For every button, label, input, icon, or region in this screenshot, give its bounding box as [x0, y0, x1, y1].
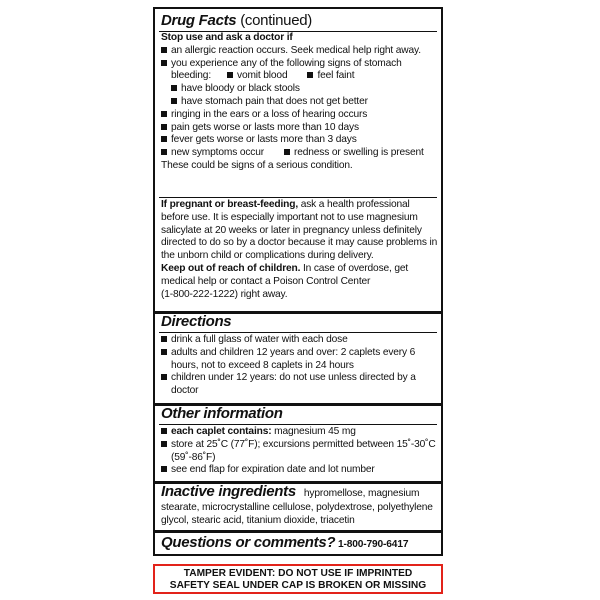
children-text: In case of overdose, get: [302, 262, 409, 274]
list-item-text: bleeding:: [171, 70, 212, 82]
list-item-text: vomit blood: [237, 70, 288, 82]
list-item-text: adults and children 12 years and over: 2 caplets every 6: [171, 346, 416, 358]
list-item: [161, 147, 435, 160]
bullet-icon: [161, 336, 167, 342]
bullet-icon: [161, 47, 167, 53]
list-item-text: you experience any of the following signs of stomach: [171, 57, 402, 69]
list-item-text: ringing in the ears or a loss of hearing occurs: [171, 108, 368, 120]
inactive-text: glycol, stearic acid, titanium dioxide, triacetin: [161, 514, 355, 526]
questions-section: [155, 534, 441, 553]
tamper-evident-notice: [153, 564, 443, 594]
pregnancy-text: before use. It is especially important not to use magnesium: [161, 211, 418, 223]
bullet-icon: [227, 72, 233, 78]
children-text: medical help or contact a Poison Control Center: [161, 275, 371, 287]
list-item: [161, 426, 435, 439]
list-item-text: an allergic reaction occurs. Seek medical help right away.: [171, 44, 421, 56]
list-item-text: fever gets worse or lasts more than 3 days: [171, 134, 357, 146]
bullet-icon: [161, 111, 167, 117]
bullet-icon: [161, 136, 167, 142]
stop-use-heading: Stop use and ask a doctor if: [161, 32, 293, 43]
pregnancy-heading: If pregnant or breast-feeding,: [161, 199, 299, 210]
tamper-line: SAFETY SEAL UNDER CAP IS BROKEN OR MISSING: [169, 580, 427, 591]
bullet-icon: [161, 441, 167, 447]
pregnancy-text: ask a health professional: [300, 199, 410, 210]
divider: [155, 530, 441, 533]
list-item-text: children under 12 years: do not use unless directed by a: [171, 372, 416, 384]
inactive-section: [155, 483, 441, 528]
pregnancy-section: [155, 199, 441, 301]
list-item: [161, 360, 435, 373]
directions-list: [155, 334, 441, 398]
bullet-icon: [171, 85, 177, 91]
pregnancy-text: salicylate at 20 weeks or later in pregnancy unless definitely: [161, 224, 422, 236]
list-item: [161, 452, 435, 465]
divider: [159, 332, 437, 333]
list-item-text: drink a full glass of water with each dose: [171, 334, 348, 345]
pregnancy-line: [161, 199, 435, 212]
children-text: (1-800-222-1222) right away.: [161, 288, 288, 300]
list-item: [161, 96, 435, 109]
list-item-text: new symptoms occur: [171, 147, 264, 159]
serious-condition-text: These could be signs of a serious condition.: [161, 159, 353, 171]
list-item: [161, 122, 435, 135]
caplet-label: each caplet contains:: [171, 426, 272, 437]
list-item: [161, 109, 435, 122]
bullet-icon: [161, 60, 167, 66]
list-item: [161, 372, 435, 385]
drug-facts-title: [161, 12, 435, 30]
list-item: [161, 134, 435, 147]
stop-use-section: [155, 32, 441, 173]
list-item: [161, 83, 435, 96]
caplet-value: magnesium 45 mg: [274, 426, 356, 437]
list-item-text: see end flap for expiration date and lot number: [171, 464, 375, 476]
directions-section: [155, 313, 441, 331]
list-item-text: pain gets worse or lasts more than 10 days: [171, 121, 359, 133]
drug-facts-section: [155, 12, 441, 30]
list-item: [161, 347, 435, 360]
pregnancy-text: directed to do so by a doctor because it may cause problems in: [161, 237, 438, 249]
drug-facts-title-suffix: (continued): [240, 12, 312, 29]
bullet-icon: [161, 428, 167, 434]
list-item-text: redness or swelling is present: [293, 147, 424, 159]
inactive-first-line: [161, 483, 435, 502]
bullet-icon: [161, 374, 167, 380]
bullet-icon: [161, 149, 167, 155]
divider: [159, 424, 437, 425]
questions-phone: 1-800-790-6417: [337, 539, 409, 550]
inactive-text: hypromellose, magnesium: [303, 488, 420, 499]
list-item-text: (59˚-86˚F): [171, 451, 216, 463]
tamper-line: TAMPER EVIDENT: DO NOT USE IF IMPRINTED: [183, 568, 413, 579]
bullet-icon: [171, 98, 177, 104]
list-item-text: have stomach pain that does not get better: [181, 95, 368, 107]
drug-facts-title-text: Drug Facts: [161, 12, 237, 29]
bullet-icon: [161, 466, 167, 472]
questions-line: [161, 534, 435, 553]
bullet-icon: [307, 72, 313, 78]
list-item: [161, 70, 435, 83]
children-line: [161, 263, 435, 276]
list-item: [161, 58, 435, 71]
list-item-text: doctor: [171, 385, 199, 397]
pregnancy-text: the unborn child or complications during delivery.: [161, 250, 374, 262]
list-item-text: hours, not to exceed 8 caplets in 24 hours: [171, 359, 354, 371]
inactive-title: Inactive ingredients: [161, 483, 296, 500]
children-heading: Keep out of reach of children.: [161, 262, 301, 274]
divider: [159, 197, 437, 198]
drug-facts-panel: [153, 7, 443, 556]
inactive-text: stearate, microcrystalline cellulose, polydextrose, polyethylene: [161, 502, 433, 513]
directions-title: Directions: [161, 313, 232, 330]
other-info-list: [155, 426, 441, 477]
list-item: [161, 439, 435, 452]
list-item: [161, 45, 435, 58]
list-item-text: have bloody or black stools: [181, 83, 300, 95]
list-item: [161, 385, 435, 398]
list-item-text: store at 25˚C (77˚F); excursions permitted between 15˚-30˚C: [171, 438, 436, 450]
bullet-icon: [161, 124, 167, 130]
other-info-title: Other information: [161, 405, 283, 422]
bullet-icon: [161, 349, 167, 355]
list-item-text: feel faint: [317, 70, 355, 82]
bullet-icon: [284, 149, 290, 155]
other-info-section: [155, 405, 441, 423]
list-item: [161, 334, 435, 347]
questions-title: Questions or comments?: [161, 534, 336, 551]
list-item: [161, 464, 435, 477]
